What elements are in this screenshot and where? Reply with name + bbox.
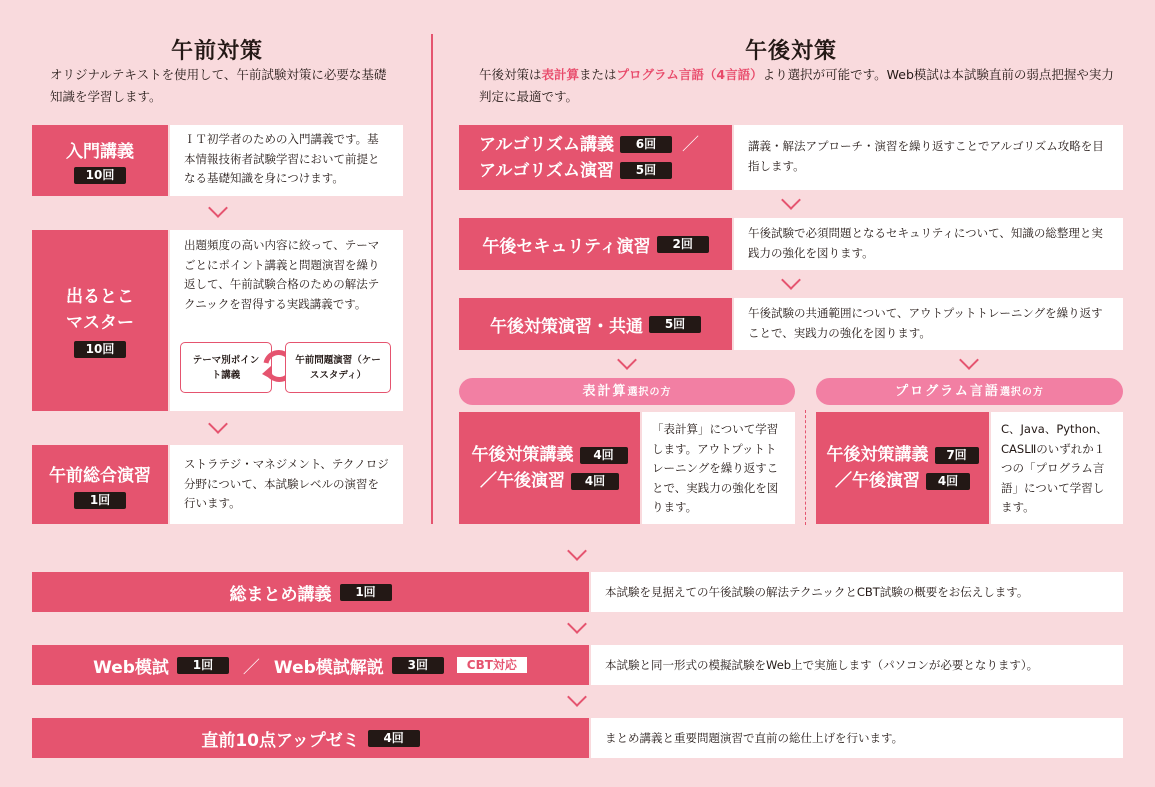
morning-general-practice-box	[32, 445, 168, 524]
afternoon-intro-text-a: 午後対策は	[479, 67, 542, 82]
slash-separator: ／	[681, 134, 699, 155]
chevron-down-icon	[617, 350, 637, 370]
programming-course-desc: C、Java、Python、CASLⅡのいずれか１つの「プログラム言語」について学習します。	[991, 412, 1123, 524]
afternoon-security-count: 2回	[657, 236, 709, 253]
summary-lecture-desc: 本試験を見据えての午後試験の解法テクニックとCBT試験の概要をお伝えします。	[591, 572, 1123, 612]
morning-practice-label: 午前問題演習（ケーススタディ）	[295, 354, 381, 381]
afternoon-common-desc: 午後試験の共通範囲について、アウトプットトレーニングを繰り返すことで、実践力の強化を図ります。	[734, 298, 1123, 350]
spreadsheet-lecture-count: 4回	[580, 447, 628, 464]
summary-lecture-count: 1回	[340, 584, 392, 601]
morning-practice-box	[285, 342, 391, 393]
derutoko-title-line2: マスター	[66, 312, 134, 333]
morning-intro: オリジナルテキストを使用して、午前試験対策に必要な基礎知識を学習します。	[50, 67, 387, 104]
programming-lecture-count: 7回	[935, 447, 979, 464]
slash-separator: ／	[242, 657, 260, 678]
spreadsheet-pill-suffix: 選択の方	[627, 387, 672, 398]
spreadsheet-practice-count: 4回	[571, 473, 619, 490]
morning-general-desc: ストラテジ・マネジメント、テクノロジ分野について、本試験レベルの演習を行います。	[170, 445, 403, 524]
dashed-divider	[805, 410, 806, 525]
spreadsheet-course-box	[459, 412, 640, 524]
chevron-down-icon	[208, 414, 228, 434]
web-mock-count: 1回	[177, 657, 229, 674]
web-mock-title: Web模試	[93, 657, 169, 678]
morning-general-title: 午前総合演習	[49, 465, 151, 486]
web-mock-exam-row	[32, 645, 589, 685]
algorithm-desc: 講義・解法アプローチ・演習を繰り返すことでアルゴリズム攻略を目指します。	[734, 125, 1123, 190]
summary-lecture-row	[32, 572, 589, 612]
derutoko-master-box	[32, 230, 168, 411]
algorithm-box	[459, 125, 732, 190]
final-seminar-title: 直前10点アップゼミ	[201, 730, 360, 751]
afternoon-security-title: 午後セキュリティ演習	[482, 236, 651, 257]
algorithm-lecture-title: アルゴリズム講義	[479, 134, 614, 155]
algorithm-practice-title: アルゴリズム演習	[479, 160, 614, 181]
programming-choice-pill	[816, 378, 1123, 405]
afternoon-common-title: 午後対策演習・共通	[490, 316, 643, 337]
spreadsheet-practice-title: ／午後演習	[480, 471, 565, 491]
afternoon-intro-text-c: より選択が可能です。Web模試は本試験直前の弱点把握や実力判定に最適です。	[479, 67, 1114, 104]
web-mock-desc: 本試験と同一形式の模擬試験をWeb上で実施します（パソコンが必要となります）。	[591, 645, 1123, 685]
programming-lecture-row	[827, 442, 979, 468]
programming-pill-suffix: 選択の方	[999, 387, 1044, 398]
afternoon-intro-highlight-programming: プログラム言語（4言語）	[616, 67, 763, 82]
algorithm-practice-count: 5回	[620, 162, 672, 179]
intro-lecture-desc: ＩＴ初学者のための入門講義です。基本情報技術者試験学習において前提となる基礎知識を身につけます。	[170, 125, 403, 196]
web-mock-commentary-count: 3回	[392, 657, 444, 674]
final-seminar-row	[32, 718, 589, 758]
afternoon-security-desc: 午後試験で必須問題となるセキュリティについて、知識の総整理と実践力の強化を図ります。	[734, 218, 1123, 270]
spreadsheet-lecture-row	[472, 442, 628, 468]
intro-lecture-box	[32, 125, 168, 196]
programming-lecture-title: 午後対策講義	[826, 445, 929, 465]
morning-general-count: 1回	[74, 492, 126, 509]
chevron-down-icon	[208, 198, 228, 218]
spreadsheet-pill-label: 表計算	[582, 384, 628, 399]
chevron-down-icon	[781, 270, 801, 290]
algorithm-lecture-count: 6回	[620, 136, 672, 153]
afternoon-title: 午後対策	[744, 39, 837, 64]
programming-practice-count: 4回	[926, 473, 970, 490]
afternoon-common-box	[459, 298, 732, 350]
spreadsheet-course-desc: 「表計算」について学習します。アウトプットトレーニングを繰り返すことで、実践力の強化を図ります。	[642, 412, 795, 524]
morning-title: 午前対策	[170, 39, 263, 64]
chevron-down-icon	[781, 190, 801, 210]
spreadsheet-practice-row	[480, 468, 619, 494]
chevron-down-icon	[567, 687, 587, 707]
afternoon-intro	[479, 64, 1119, 108]
theme-point-lecture-label: テーマ別ポイント講義	[192, 354, 260, 381]
intro-lecture-title: 入門講義	[66, 142, 134, 162]
divider	[431, 34, 433, 524]
cbt-badge: CBT対応	[456, 656, 528, 674]
derutoko-title-line1: 出るとこ	[66, 286, 134, 307]
derutoko-desc: 出題頻度の高い内容に絞って、テーマごとにポイント講義と問題演習を繰り返して、午前試験合格のための解法テクニックを習得する実践講義です。	[184, 238, 380, 311]
programming-practice-row	[835, 468, 970, 494]
afternoon-common-count: 5回	[649, 316, 701, 333]
spreadsheet-choice-pill	[459, 378, 795, 405]
spreadsheet-lecture-title: 午後対策講義	[471, 445, 574, 465]
afternoon-intro-highlight-spreadsheet: 表計算	[541, 67, 580, 82]
intro-lecture-count: 10回	[74, 167, 126, 184]
chevron-down-icon	[567, 614, 587, 634]
afternoon-security-box	[459, 218, 732, 270]
programming-practice-title: ／午後演習	[835, 471, 920, 491]
programming-course-box	[816, 412, 989, 524]
programming-pill-label: プログラム言語	[895, 384, 1000, 399]
algorithm-lecture-row	[479, 132, 699, 158]
algorithm-practice-row	[479, 158, 672, 184]
afternoon-intro-text-b: または	[579, 67, 617, 82]
chevron-down-icon	[567, 541, 587, 561]
final-seminar-desc: まとめ講義と重要問題演習で直前の総仕上げを行います。	[591, 718, 1123, 758]
final-seminar-count: 4回	[368, 730, 420, 747]
summary-lecture-title: 総まとめ講義	[229, 584, 332, 605]
web-mock-commentary-title: Web模試解説	[273, 657, 384, 678]
chevron-down-icon	[959, 350, 979, 370]
derutoko-count: 10回	[74, 341, 126, 358]
